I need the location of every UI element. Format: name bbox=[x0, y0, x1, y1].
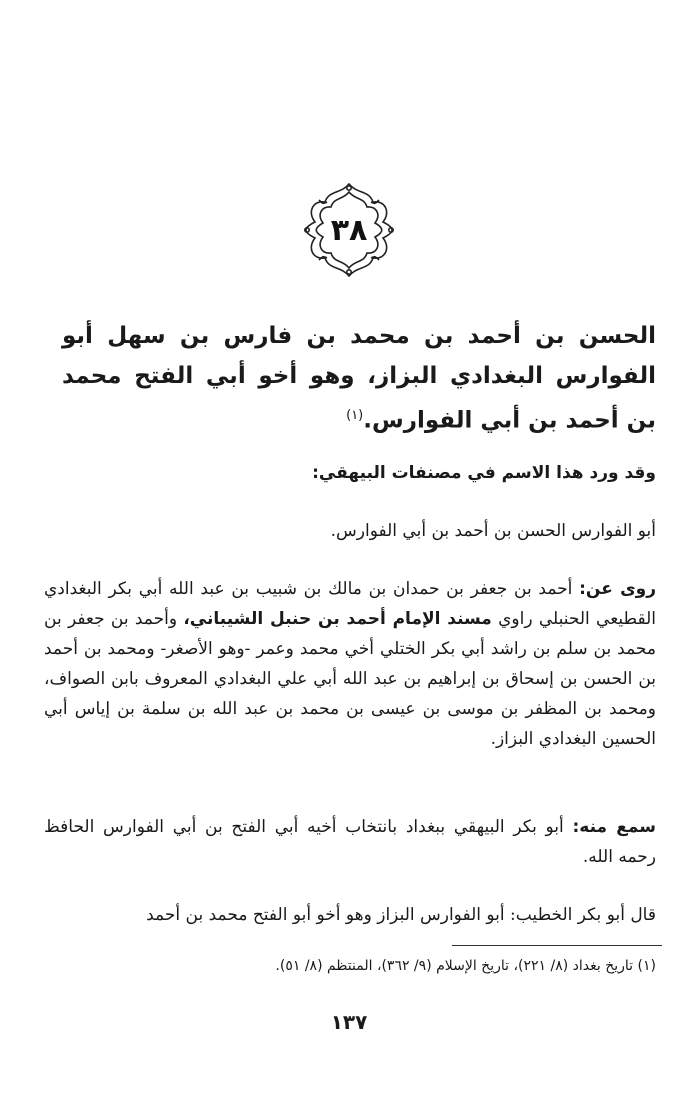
chapter-number: ٣٨ bbox=[330, 212, 368, 248]
footnote bbox=[44, 954, 656, 978]
narrated-from-highlight: مسند الإمام أحمد بن حنبل الشيباني، bbox=[183, 609, 492, 629]
narrated-from-paragraph bbox=[44, 574, 656, 754]
footnote-text: تاريخ بغداد (٨/ ٢٢١)، تاريخ الإسلام (٩/ ٣٦٢)، المنتظم (٨/ ٥١). bbox=[275, 958, 634, 974]
footnote-reference: (١) bbox=[346, 408, 364, 423]
footnote-divider bbox=[452, 945, 662, 946]
khatib-quote: قال أبو بكر الخطيب: أبو الفوارس البزاز وهو أخو أبو الفتح محمد بن أحمد bbox=[146, 905, 656, 925]
narrated-from-text-2: وأحمد بن جعفر بن محمد بن سلم بن راشد أبي بكر الختلي أخي محمد وعمر -وهو الأصغر- ومحمد بن أحمد بن الحسن بن إسحاق بن إبراهيم بن عبد الله أبي علي البغدادي المعروف بابن الصواف، ومحمد بن المظفر بن موسى بن عيسى بن محمد بن عبد الله بن سلمة بن إياس أبي الحسين البغدادي البزاز. bbox=[44, 609, 656, 749]
entry-heading bbox=[62, 316, 656, 441]
name-form: أبو الفوارس الحسن بن أحمد بن أبي الفوارس. bbox=[330, 521, 656, 541]
mention-intro: وقد ورد هذا الاسم في مصنفات البيهقي: bbox=[312, 463, 656, 483]
narrated-from-label: روى عن: bbox=[579, 579, 657, 599]
narrated-from-text-1: أحمد بن جعفر بن حمدان بن مالك بن شبيب بن عبد الله أبي بكر البغدادي القطيعي الحنبلي راوي bbox=[44, 579, 657, 629]
entry-heading-text: الحسن بن أحمد بن محمد بن فارس بن سهل أبو الفوارس البغدادي البزاز، وهو أخو أبي الفتح محمد بن أحمد بن أبي الفوارس. bbox=[62, 323, 656, 434]
heard-from-him-label: سمع منه: bbox=[572, 817, 657, 837]
chapter-ornament bbox=[299, 180, 399, 280]
heard-from-him-text: أبو بكر البيهقي ببغداد بانتخاب أخيه أبي الفتح بن أبي الفوارس الحافظ رحمه الله. bbox=[44, 817, 656, 867]
heard-from-him-paragraph bbox=[44, 812, 656, 872]
page-number: ١٣٧ bbox=[330, 1010, 368, 1034]
footnote-marker: (١) bbox=[637, 958, 656, 974]
